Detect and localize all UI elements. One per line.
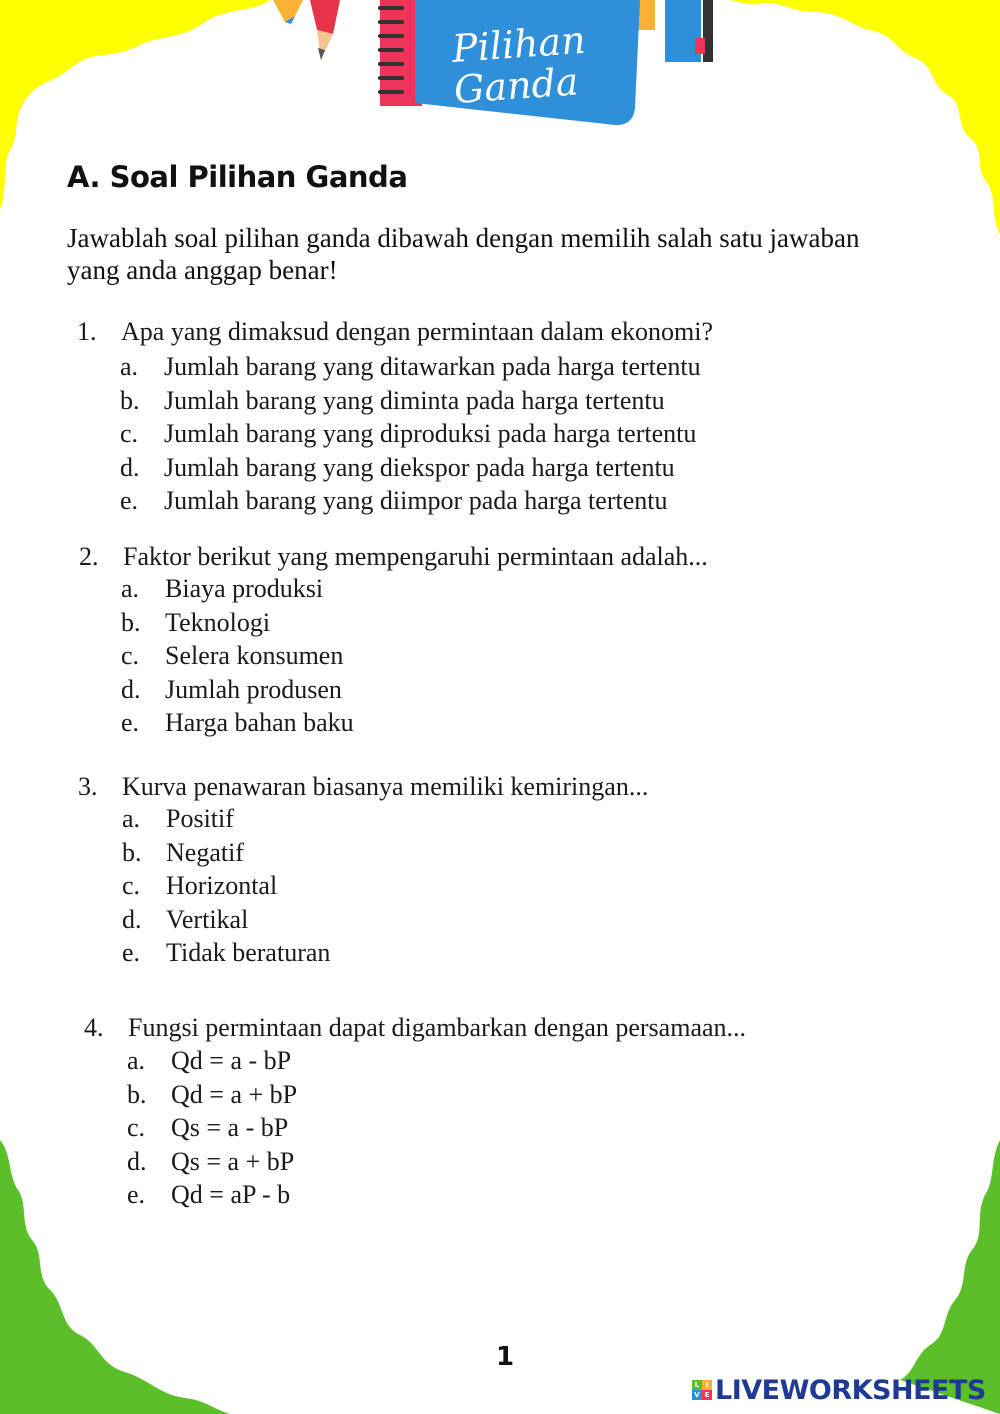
option-letter: e.: [122, 938, 141, 967]
option-a[interactable]: [122, 803, 330, 837]
option-b[interactable]: [127, 1079, 297, 1113]
option-text: Jumlah barang yang diekspor pada harga tertentu: [164, 452, 675, 482]
option-d[interactable]: [127, 1146, 297, 1180]
question-text: [84, 1012, 746, 1044]
option-letter: b.: [127, 1079, 147, 1109]
question-number: 4.: [84, 1013, 104, 1042]
option-text: Qd = a + bP: [171, 1079, 298, 1109]
option-letter: d.: [121, 674, 141, 704]
option-d[interactable]: [121, 674, 354, 708]
logo-letter-i: I: [702, 1380, 712, 1390]
options-list: [127, 1045, 297, 1213]
option-letter: a.: [127, 1046, 146, 1075]
page-number: 1: [496, 1342, 515, 1372]
question-number: 2.: [79, 542, 99, 571]
option-letter: b.: [122, 837, 142, 867]
option-c[interactable]: [122, 870, 330, 904]
option-c[interactable]: [127, 1112, 297, 1146]
option-letter: e.: [121, 708, 140, 737]
option-e[interactable]: [127, 1179, 297, 1213]
option-letter: c.: [120, 419, 139, 448]
option-letter: b.: [121, 607, 141, 637]
badge-text-line1: Pilihan: [450, 17, 587, 71]
option-text: Jumlah barang yang ditawarkan pada harga tertentu: [164, 352, 701, 381]
option-e[interactable]: [120, 485, 701, 519]
liveworksheets-logo[interactable]: [692, 1374, 986, 1406]
option-letter: d.: [127, 1146, 147, 1176]
question-prompt: Fungsi permintaan dapat digambarkan dengan persamaan...: [128, 1013, 747, 1042]
options-list: [120, 351, 701, 519]
option-letter: c.: [121, 641, 140, 670]
option-letter: a.: [120, 352, 139, 381]
option-c[interactable]: [120, 418, 701, 452]
option-text: Biaya produksi: [165, 574, 324, 603]
option-text: Jumlah produsen: [165, 674, 342, 704]
instructions-text: Jawablah soal pilihan ganda dibawah dengan memilih salah satu jawaban yang anda anggap benar!: [67, 223, 860, 285]
option-text: Jumlah barang yang diminta pada harga tertentu: [164, 385, 665, 415]
option-e[interactable]: [121, 707, 354, 741]
option-b[interactable]: [120, 385, 701, 419]
option-text: Teknologi: [165, 607, 271, 637]
option-a[interactable]: [120, 351, 701, 385]
liveworksheets-icon: [692, 1380, 712, 1400]
question-prompt: Apa yang dimaksud dengan permintaan dalam ekonomi?: [121, 317, 714, 346]
liveworksheets-text: LIVEWORKSHEETS: [715, 1374, 986, 1406]
logo-letter-v: V: [692, 1390, 702, 1400]
option-letter: d.: [120, 452, 140, 482]
question-text: [79, 541, 708, 573]
pencil-red-icon: [310, 0, 340, 60]
option-text: Qs = a - bP: [171, 1113, 289, 1142]
logo-letter-l: L: [692, 1380, 702, 1390]
option-d[interactable]: [122, 904, 330, 938]
option-e[interactable]: [122, 937, 330, 971]
badge-text-line2: Ganda: [452, 59, 580, 112]
option-text: Qd = aP - b: [171, 1180, 291, 1209]
option-letter: c.: [127, 1113, 146, 1142]
option-text: Vertikal: [166, 904, 249, 934]
question-number: 3.: [78, 772, 98, 801]
option-letter: b.: [120, 385, 140, 415]
option-c[interactable]: [121, 640, 354, 674]
header-illustration: [255, 0, 735, 135]
book-spine-icon: [665, 0, 713, 62]
green-corner-bottom-right: [900, 1140, 1000, 1414]
option-text: Positif: [166, 804, 234, 833]
option-text: Horizontal: [166, 871, 278, 900]
option-text: Tidak beraturan: [166, 938, 331, 967]
question-prompt: Kurva penawaran biasanya memiliki kemiringan...: [122, 772, 649, 801]
option-letter: c.: [122, 871, 141, 900]
option-b[interactable]: [122, 837, 330, 871]
notebook-icon: [378, 0, 655, 125]
question-text: [77, 316, 713, 348]
options-list: [122, 803, 330, 971]
option-text: Qs = a + bP: [171, 1146, 295, 1176]
yellow-corner-top-right: [730, 0, 1000, 235]
option-letter: e.: [127, 1180, 146, 1209]
option-b[interactable]: [121, 607, 354, 641]
option-letter: d.: [122, 904, 142, 934]
option-text: Jumlah barang yang diproduksi pada harga tertentu: [164, 419, 697, 448]
question-number: 1.: [77, 317, 97, 346]
option-letter: a.: [122, 804, 141, 833]
option-text: Jumlah barang yang diimpor pada harga tertentu: [164, 486, 668, 515]
option-d[interactable]: [120, 452, 701, 486]
option-text: Qd = a - bP: [171, 1046, 292, 1075]
section-title: A. Soal Pilihan Ganda: [67, 160, 408, 194]
question-text: [78, 771, 648, 803]
option-text: Harga bahan baku: [165, 708, 354, 737]
option-text: Negatif: [166, 837, 244, 867]
question-prompt: Faktor berikut yang mempengaruhi permintaan adalah...: [123, 542, 708, 571]
option-text: Selera konsumen: [165, 641, 344, 670]
option-a[interactable]: [127, 1045, 297, 1079]
options-list: [121, 573, 354, 741]
option-a[interactable]: [121, 573, 354, 607]
option-letter: a.: [121, 574, 140, 603]
pencil-yellow-icon: [273, 0, 303, 24]
option-letter: e.: [120, 486, 139, 515]
logo-letter-e: E: [702, 1390, 712, 1400]
